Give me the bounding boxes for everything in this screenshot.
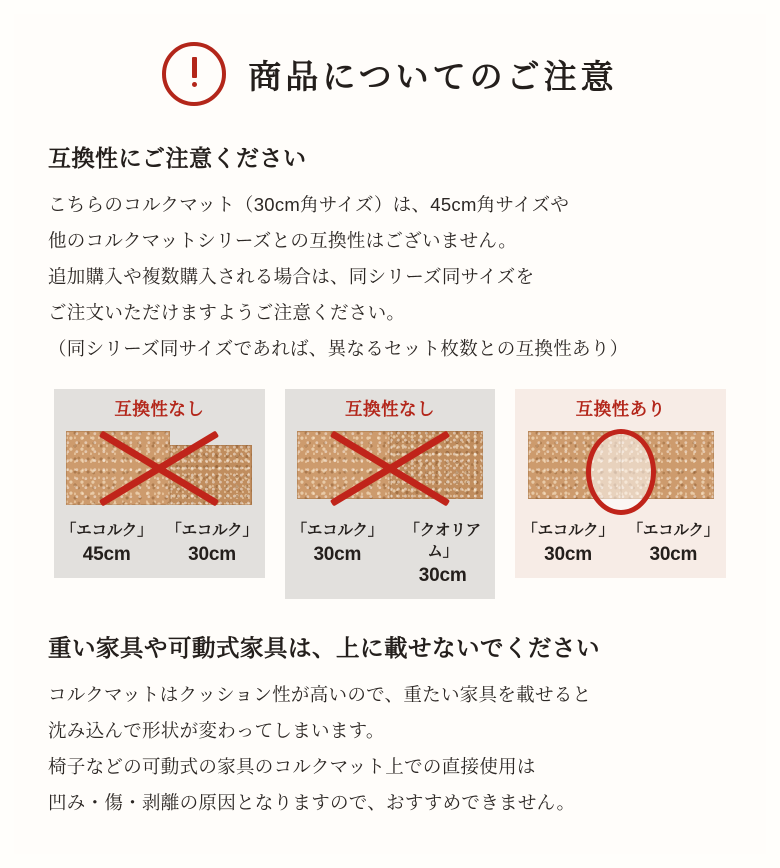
compat-case-1-labels (54, 517, 265, 578)
compatible-circle-icon (586, 429, 656, 515)
paragraph-line: こちらのコルクマット（30cm角サイズ）は、45cm角サイズや (48, 194, 570, 215)
page-title: 商品についてのご注意 (248, 57, 618, 95)
compat-case-2 (285, 389, 496, 598)
compat-case-1-badge: 互換性なし (114, 399, 205, 420)
size-text: 30cm (649, 544, 698, 566)
brand-text: 「クオリアム」 (404, 522, 481, 561)
compatibility-diagram (48, 389, 732, 598)
section-furniture (14, 629, 766, 821)
compat-case-3-badge: 互換性あり (575, 399, 666, 420)
size-text: 30cm (188, 544, 236, 566)
compat-case-1-mats (66, 431, 252, 505)
brand-text: 「エコルク」 (627, 522, 720, 540)
section-furniture-title: 重い家具や可動式家具は、上に載せないでください (48, 634, 600, 661)
brand-text: 「エコルク」 (522, 522, 614, 540)
compat-case-2-right-label (390, 521, 495, 588)
paragraph-line: 凹み・傷・剥離の原因となりますので、おすすめできません。 (48, 791, 576, 813)
section-compatibility-title: 互換性にご注意ください (48, 145, 307, 171)
page-header (14, 42, 766, 106)
compat-case-3-labels (515, 517, 726, 578)
cork-mat-small (170, 445, 252, 505)
notice-card (14, 14, 766, 854)
paragraph-line: 沈み込んで形状が変わってしまいます。 (48, 719, 385, 741)
cork-mat-large (66, 431, 170, 505)
brand-text: 「エコルク」 (166, 522, 258, 540)
compat-case-2-panel (285, 389, 496, 517)
compat-case-1-left-label (54, 521, 159, 568)
paragraph-line: ご注文いただけますようご注意ください。 (48, 302, 406, 324)
brand-text: 「エコルク」 (60, 522, 153, 540)
paragraph-line: 追加購入や複数購入される場合は、同シリーズ同サイズを (48, 266, 535, 288)
size-text: 30cm (418, 565, 467, 587)
compat-case-1-panel (54, 389, 265, 517)
compat-case-2-labels (285, 517, 496, 598)
section-compatibility (14, 140, 766, 599)
compat-case-1-right-label (159, 521, 264, 568)
paragraph-line: 椅子などの可動式の家具のコルクマット上での直接使用は (48, 755, 536, 777)
size-text: 30cm (313, 544, 362, 566)
compat-case-1 (54, 389, 265, 598)
size-text: 45cm (82, 544, 131, 566)
compat-case-2-badge: 互換性なし (345, 399, 435, 420)
section-compatibility-body (48, 187, 732, 367)
section-furniture-body (48, 677, 732, 821)
size-text: 30cm (544, 544, 592, 566)
paragraph-line: コルクマットはクッション性が高いので、重たい家具を載せると (48, 683, 592, 705)
compat-case-2-mats (297, 431, 483, 499)
compat-case-2-left-label (285, 521, 390, 588)
compat-case-3-left-label (515, 521, 620, 568)
compat-case-3-right-label (621, 521, 726, 568)
compat-case-3-panel (515, 389, 726, 517)
compat-case-3 (515, 389, 726, 598)
paragraph-line: （同シリーズ同サイズであれば、異なるセット枚数との互換性あり） (48, 338, 629, 360)
brand-text: 「エコルク」 (291, 522, 384, 540)
cork-mat-right (390, 431, 483, 499)
paragraph-line: 他のコルクマットシリーズとの互換性はございません。 (48, 230, 518, 252)
exclamation-circle-icon (162, 42, 226, 106)
cork-mat-left (297, 431, 390, 499)
